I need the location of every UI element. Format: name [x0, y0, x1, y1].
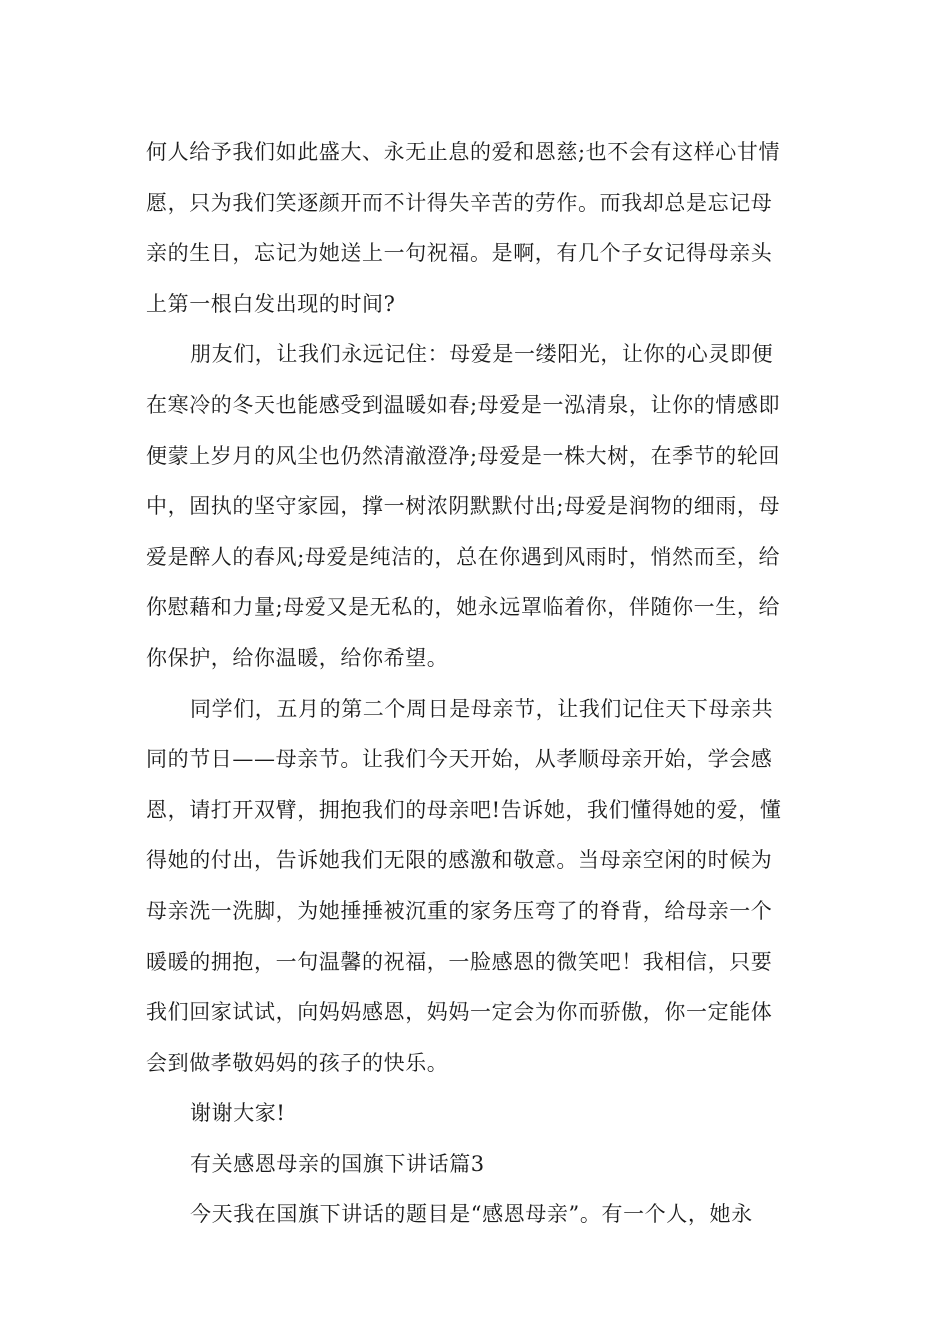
paragraph-6 [146, 1189, 810, 1240]
text-line: 会到做孝敬妈妈的孩子的快乐。 [146, 1050, 449, 1075]
text-line: 朋友们，让我们永远记住：母爱是一缕阳光，让你的心灵即便 [190, 342, 774, 367]
paragraph-1 [146, 127, 810, 329]
section-heading [146, 1139, 810, 1190]
text-line: 有关感恩母亲的国旗下讲话篇3 [190, 1151, 485, 1176]
text-line: 爱是醉人的春风;母爱是纯洁的，总在你遇到风雨时，悄然而至，给 [146, 544, 781, 569]
document-body [146, 127, 810, 1240]
paragraph-2 [146, 329, 810, 683]
text-line: 在寒冷的冬天也能感受到温暖如春;母爱是一泓清泉，让你的情感即 [146, 392, 781, 417]
text-line: 同的节日——母亲节。让我们今天开始，从孝顺母亲开始，学会感 [146, 747, 773, 772]
text-line: 暖暖的拥抱，一句温馨的祝福，一脸感恩的微笑吧！我相信，只要 [146, 949, 773, 974]
text-line: 我们回家试试，向妈妈感恩，妈妈一定会为你而骄傲，你一定能体 [146, 1000, 773, 1025]
closing-remark [146, 1088, 810, 1139]
text-line: 得她的付出，告诉她我们无限的感激和敬意。当母亲空闲的时候为 [146, 848, 773, 873]
text-line: 母亲洗一洗脚，为她捶捶被沉重的家务压弯了的脊背，给母亲一个 [146, 898, 773, 923]
text-line: 谢谢大家! [190, 1101, 286, 1126]
text-line: 同学们，五月的第二个周日是母亲节，让我们记住天下母亲共 [190, 696, 774, 721]
text-line: 中，固执的坚守家园，撑一树浓阴默默付出;母爱是润物的细雨，母 [146, 494, 781, 519]
text-line: 何人给予我们如此盛大、永无止息的爱和恩慈;也不会有这样心甘情 [146, 140, 781, 164]
paragraph-3 [146, 684, 810, 1089]
text-line: 今天我在国旗下讲话的题目是“感恩母亲”。有一个人，她永 [190, 1202, 753, 1227]
text-line: 便蒙上岁月的风尘也仍然清澈澄净;母爱是一株大树，在季节的轮回 [146, 443, 781, 468]
text-line: 你慰藉和力量;母爱又是无私的，她永远罩临着你，伴随你一生，给 [146, 595, 781, 620]
text-line: 亲的生日，忘记为她送上一句祝福。是啊，有几个子女记得母亲头 [146, 241, 773, 266]
text-line: 恩，请打开双臂，拥抱我们的母亲吧!告诉她，我们懂得她的爱，懂 [146, 797, 782, 822]
text-line: 你保护，给你温暖，给你希望。 [146, 645, 449, 670]
text-line: 愿，只为我们笑逐颜开而不计得失辛苦的劳作。而我却总是忘记母 [146, 190, 773, 215]
text-line: 上第一根白发出现的时间? [146, 291, 396, 316]
